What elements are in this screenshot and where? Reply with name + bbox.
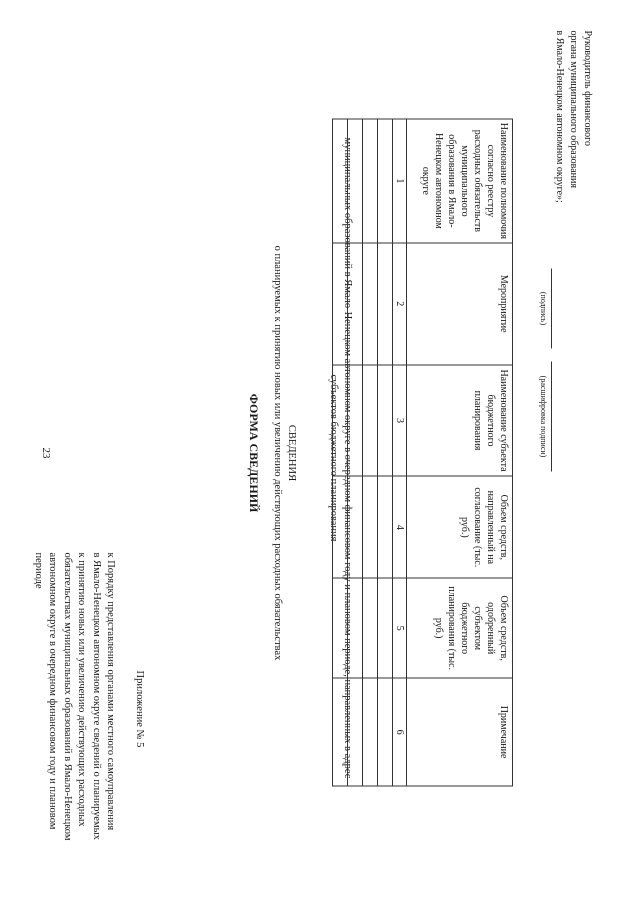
- column-header: Наименование полномочия согласно реестру расходных обязательств муниципального образования в Ямало-Ненецком автономном округе: [407, 119, 513, 243]
- table-cell: [348, 119, 363, 243]
- table-cell: [333, 678, 348, 786]
- signatory-title-line: в Ямало-Ненецком автономном округе»;: [554, 30, 565, 203]
- appendix-title: Приложение № 5: [134, 670, 145, 747]
- table-cell: [363, 119, 378, 243]
- signatory-title-line: Руководитель финансового: [582, 30, 593, 146]
- table-cell: [378, 578, 393, 678]
- signature-line: [551, 268, 552, 348]
- document-heading: [270, 40, 298, 865]
- table-row: [378, 119, 393, 786]
- table-cell: [363, 242, 378, 364]
- table-header-row: [407, 119, 513, 786]
- column-number: 2: [393, 242, 407, 364]
- table-row: [363, 119, 378, 786]
- table-cell: [348, 476, 363, 578]
- table-cell: [348, 242, 363, 364]
- table-cell: [363, 578, 378, 678]
- column-header: Объем средств, направленный на согласование (тыс. руб.): [407, 476, 513, 578]
- table-cell: [348, 578, 363, 678]
- appendix-line: автономном округе в очередном финансовом году и плановом: [47, 552, 59, 829]
- appendix-block: [31, 552, 147, 882]
- table-cell: [363, 476, 378, 578]
- column-number: 6: [393, 678, 407, 786]
- column-header: Мероприятие: [407, 242, 513, 364]
- column-number: 5: [393, 578, 407, 678]
- table-cell: [333, 119, 348, 243]
- signature-block: [552, 30, 594, 202]
- signature-caption: (подпись): [539, 291, 548, 325]
- signature-decode-field: [539, 361, 552, 471]
- form-title: ФОРМА СВЕДЕНИЙ: [247, 393, 261, 512]
- table-cell: [333, 578, 348, 678]
- appendix-line: обязательствах муниципальных образований в Ямало-Ненецком: [62, 552, 73, 841]
- column-header: Примечание: [407, 678, 513, 786]
- appendix-line: к Порядку представления органами местного самоуправления: [105, 552, 117, 830]
- data-table: [332, 118, 513, 786]
- table-cell: [378, 678, 393, 786]
- column-header: Объем средств, одобренный субъектом бюджетного планирования (тыс. руб.): [407, 578, 513, 678]
- table-cell: [348, 364, 363, 476]
- table-cell: [333, 476, 348, 578]
- signatory-title-line: органа муниципального образования: [568, 30, 579, 188]
- subheading-line: субъектов бюджетного планирования: [328, 373, 339, 541]
- column-header: Наименование субъекта бюджетного планирования: [407, 364, 513, 476]
- table-cell: [363, 364, 378, 476]
- table-row: [348, 119, 363, 786]
- table-cell: [363, 678, 378, 786]
- signature-field: [539, 268, 552, 348]
- heading-line: СВЕДЕНИЯ: [286, 424, 297, 481]
- column-number: 1: [393, 119, 407, 243]
- appendix-line: к принятию новых или увеличению действующих расходных: [76, 552, 88, 827]
- table-cell: [333, 364, 348, 476]
- column-number-row: [393, 119, 407, 786]
- signature-decode-caption: (расшифровка подписи): [539, 375, 548, 457]
- subheading-line: муниципальных образований в Ямало-Ненецком автономном округе в очередном финансовом году и плановом периоде, направленных в адрес: [342, 137, 353, 778]
- appendix-line: периоде: [33, 552, 44, 589]
- column-number: 4: [393, 476, 407, 578]
- table-cell: [378, 364, 393, 476]
- appendix-line: в Ямало-Ненецком автономном округе сведений о планируемых: [91, 552, 102, 840]
- table-cell: [348, 678, 363, 786]
- table-row: [333, 119, 348, 786]
- table-cell: [333, 242, 348, 364]
- table-cell: [378, 476, 393, 578]
- signature-decode-line: [551, 361, 552, 471]
- column-number: 3: [393, 364, 407, 476]
- table-cell: [378, 242, 393, 364]
- table-cell: [378, 119, 393, 243]
- page-number: 23: [40, 447, 52, 458]
- heading-line: о планируемых к принятию новых или увеличению действующих расходных обязательствах: [272, 245, 283, 660]
